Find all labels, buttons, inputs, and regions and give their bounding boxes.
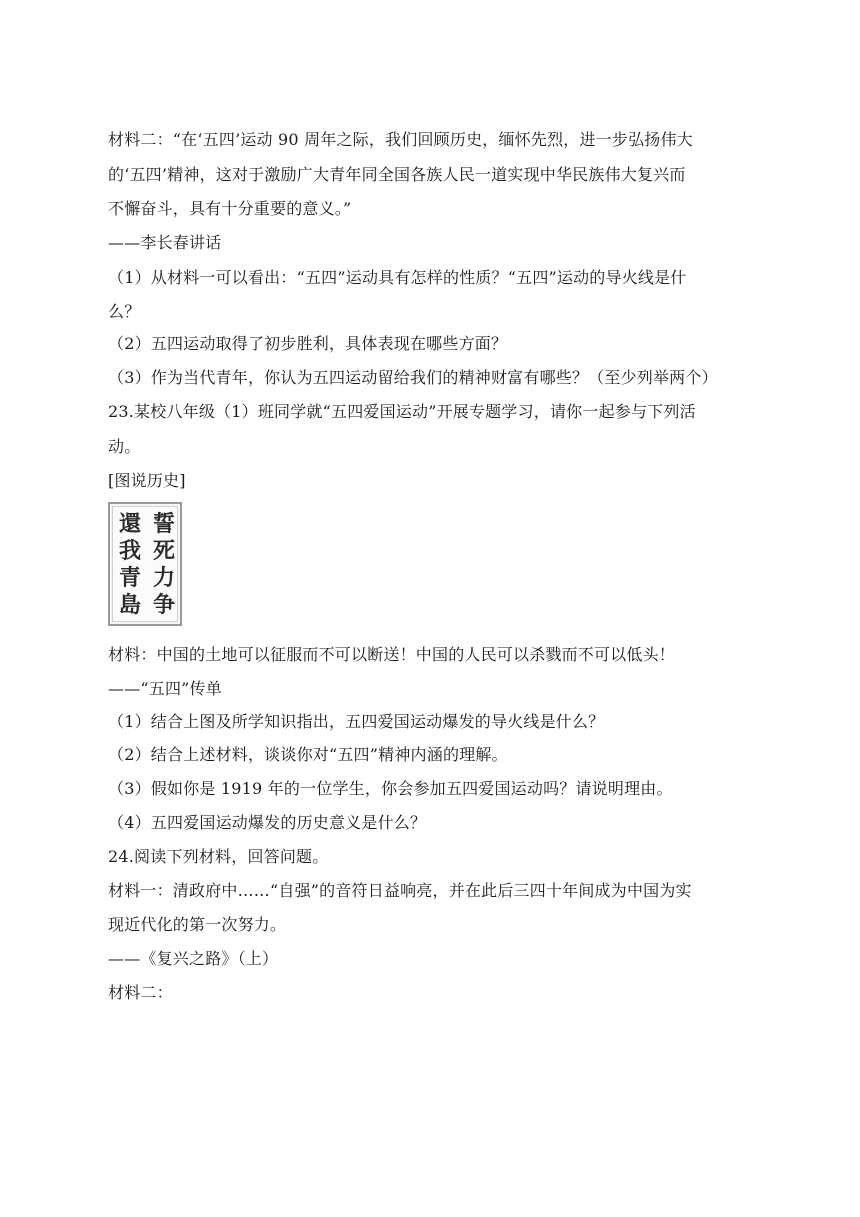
q24-material-two-label: 材料二： (108, 983, 173, 1002)
material-two-quote-line-1: 材料二：“在‘五四’运动 90 周年之际，我们回顾历史，缅怀先烈，进一步弘扬伟大 (108, 130, 693, 149)
material-two-quote-line-2: 的‘五四’精神，这对于激励广大青年同全国各族人民一道实现中华民族伟大复兴而 (108, 165, 686, 184)
material-two-quote-line-3: 不懈奋斗，具有十分重要的意义。” (108, 199, 352, 218)
calligraphy-char: 死 (152, 538, 175, 564)
quote-source: ——李长春讲话 (108, 233, 222, 252)
q22-question-2: （2）五四运动取得了初步胜利，具体表现在哪些方面？ (108, 334, 508, 353)
q23-material: 材料：中国的土地可以征服而不可以断送！中国的人民可以杀戮而不可以低头！ (108, 645, 676, 664)
calligraphy-char: 我 (118, 538, 141, 564)
calligraphy-char: 誓 (152, 511, 175, 537)
calligraphy-char: 島 (118, 592, 141, 618)
q22-question-1-line-1: （1）从材料一可以看出：“五四”运动具有怎样的性质？“五四”运动的导火线是什 (108, 268, 687, 287)
calligraphy-column-right (149, 511, 179, 619)
q23-question-3: （3）假如你是 1919 年的一位学生，你会参加五四爱国运动吗？请说明理由。 (108, 779, 673, 798)
q23-intro-line-2: 动。 (108, 437, 141, 456)
q23-question-2: （2）结合上述材料，谈谈你对“五四”精神内涵的理解。 (108, 745, 508, 764)
q23-question-4: （4）五四爱国运动爆发的历史意义是什么？ (108, 813, 427, 832)
q24-intro: 24.阅读下列材料，回答问题。 (108, 847, 329, 866)
calligraphy-banner-inner (112, 506, 178, 622)
q22-question-1-line-2: 么？ (108, 302, 141, 321)
calligraphy-char: 青 (118, 565, 141, 591)
q23-intro-line-1: 23.某校八年级（1）班同学就“五四爱国运动”开展专题学习，请你一起参与下列活 (108, 402, 696, 421)
q24-material-one-source: ——《复兴之路》（上） (108, 949, 279, 968)
q23-question-1: （1）结合上图及所学知识指出，五四爱国运动爆发的导火线是什么？ (108, 712, 605, 731)
calligraphy-char: 争 (152, 592, 175, 618)
calligraphy-banner-image (108, 502, 182, 626)
section-heading-picture-history: [图说历史] (108, 471, 186, 490)
q23-material-source: ——“五四”传单 (108, 679, 222, 698)
calligraphy-column-left (115, 511, 145, 619)
q24-material-one-line-1: 材料一：清政府中……“自强”的音符日益响亮，并在此后三四十年间成为中国为实 (108, 881, 692, 900)
q22-question-3: （3）作为当代青年，你认为五四运动留给我们的精神财富有哪些？（至少列举两个） (108, 368, 718, 387)
q24-material-one-line-2: 现近代化的第一次努力。 (108, 915, 287, 934)
calligraphy-char: 力 (152, 565, 175, 591)
calligraphy-char: 還 (118, 511, 141, 537)
